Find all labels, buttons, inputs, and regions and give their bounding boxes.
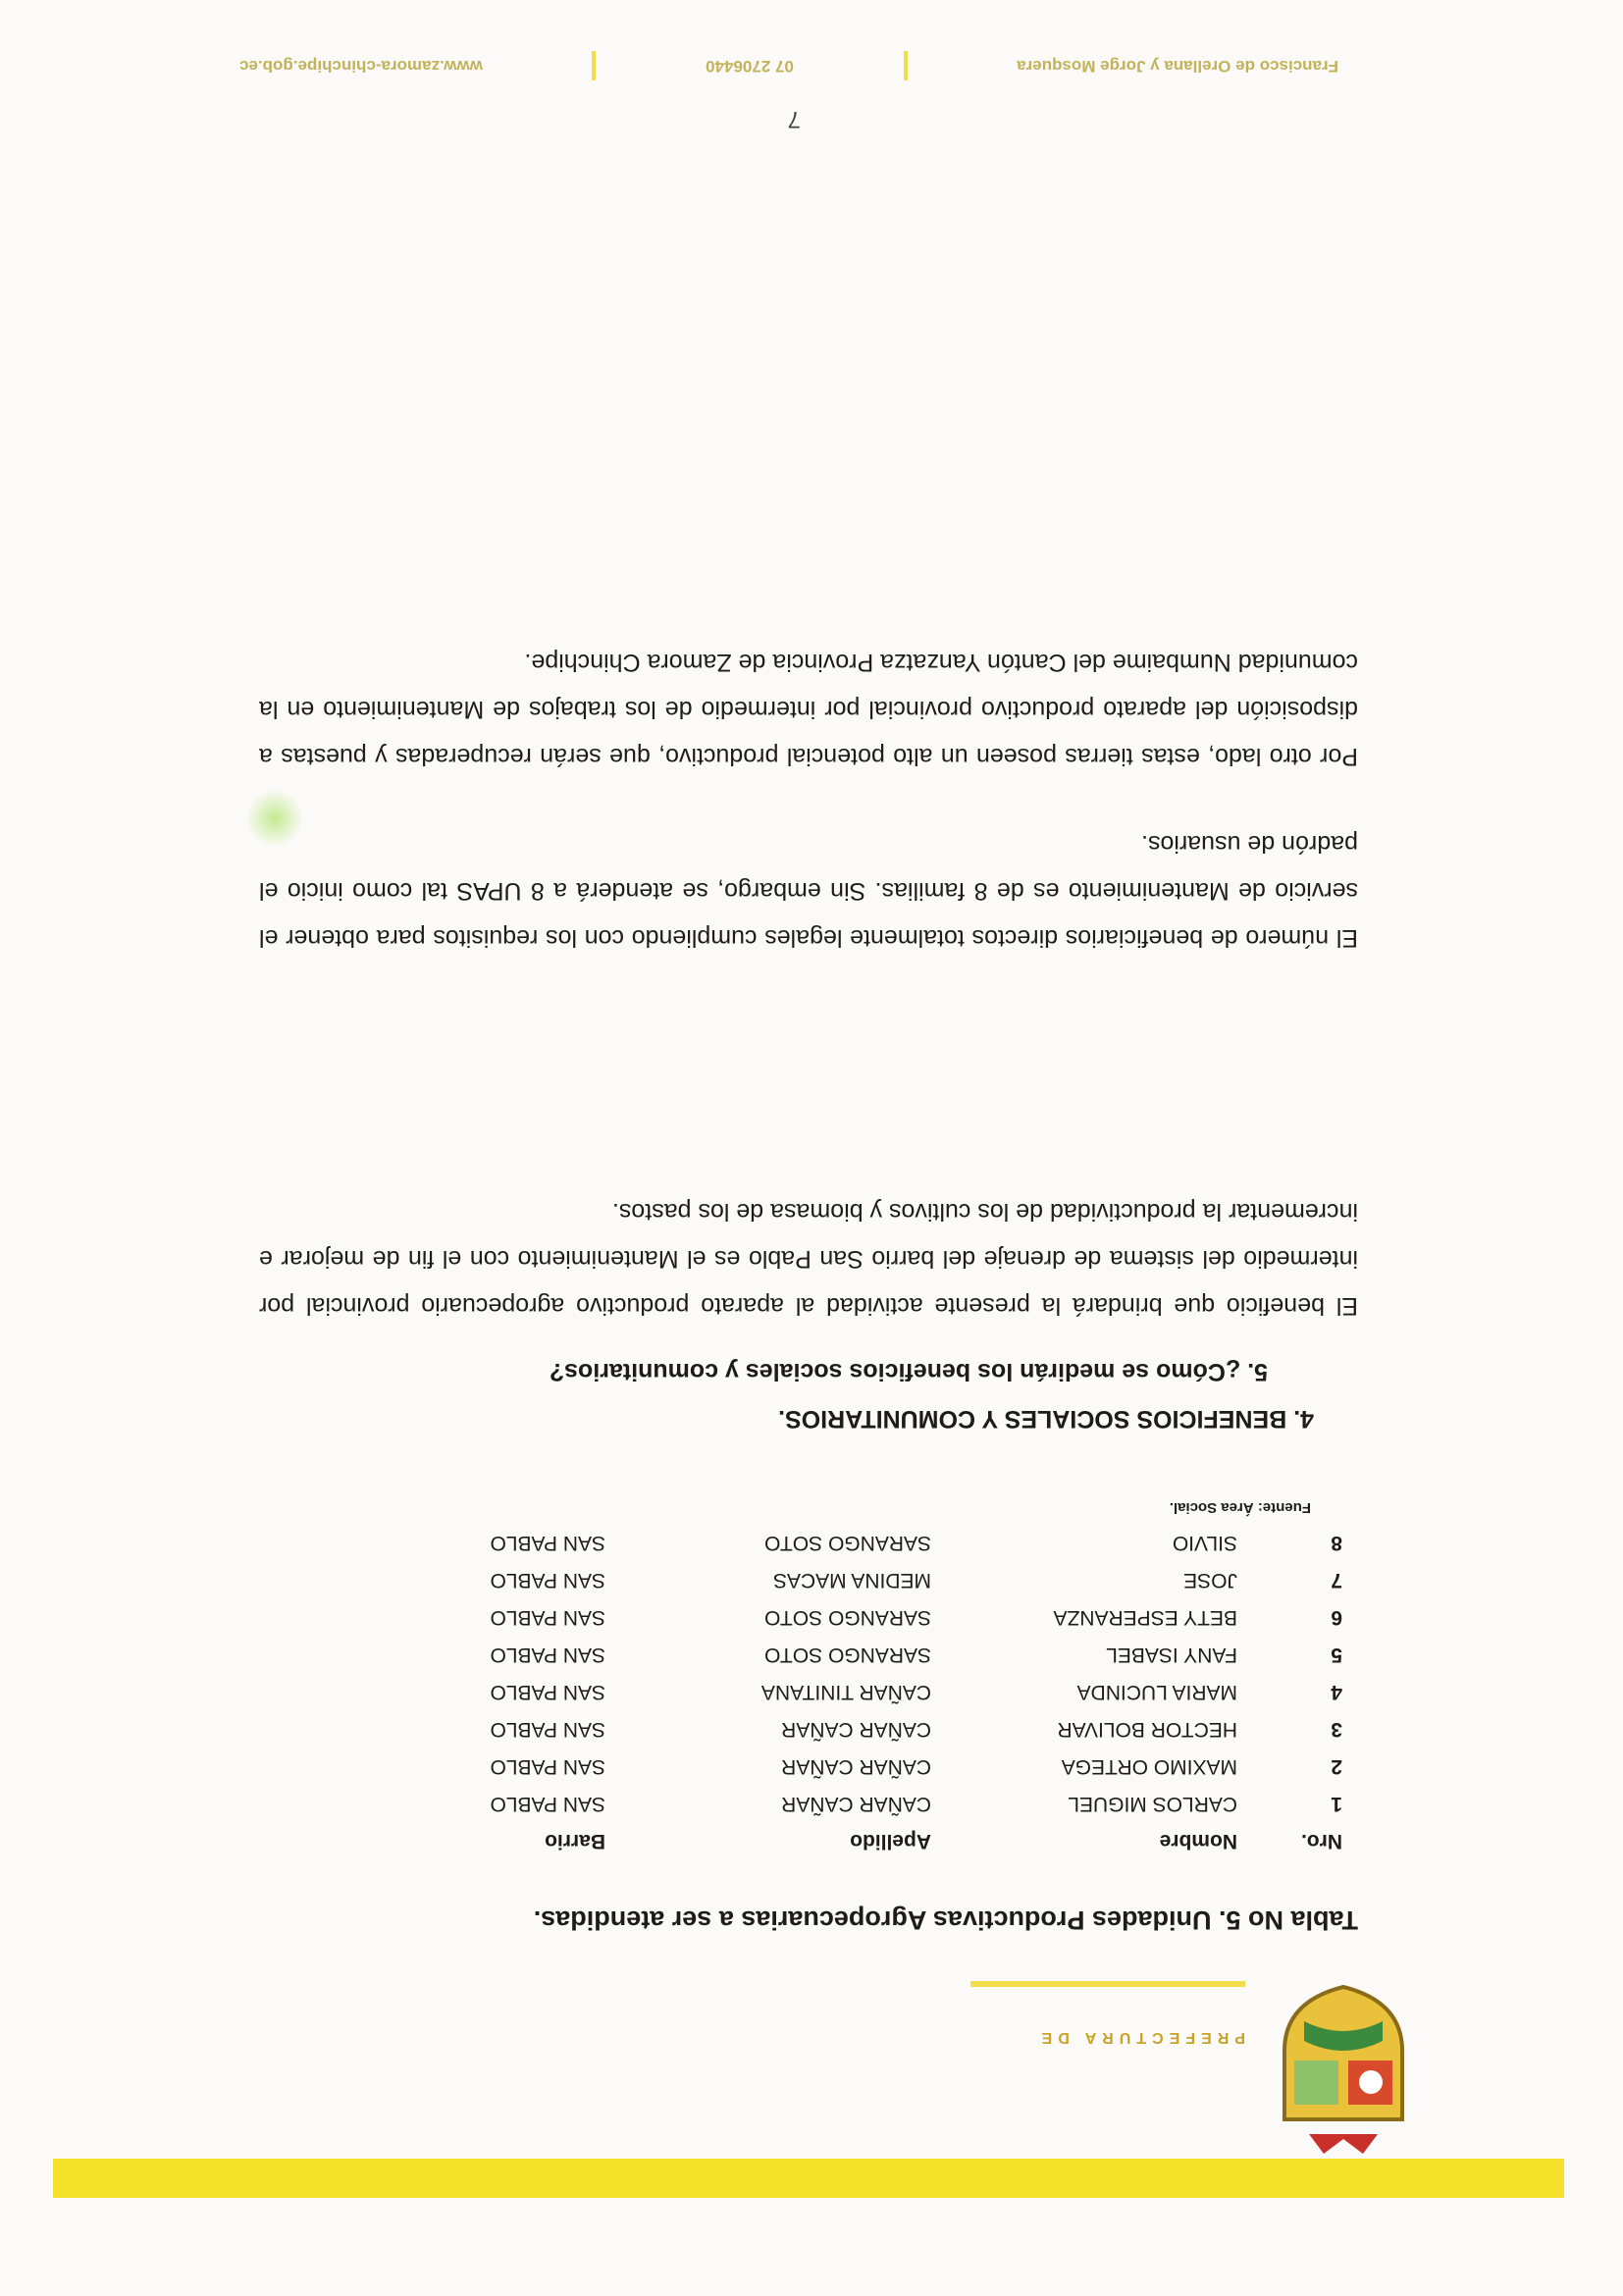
section-title: 4. BENEFICIOS SOCIALES Y COMUNITARIOS.	[778, 1405, 1314, 1433]
table-row	[308, 1673, 1348, 1710]
table-row	[308, 1561, 1348, 1598]
table-row	[308, 1785, 1348, 1822]
table-row	[308, 1748, 1348, 1785]
cell-last: SARANGO SOTO	[764, 1606, 931, 1629]
cell-no: 5	[1331, 1644, 1342, 1666]
cell-last: CAÑAR CAÑAR	[781, 1718, 931, 1741]
table-row	[308, 1710, 1348, 1748]
footer-separator	[904, 51, 908, 80]
footer	[239, 51, 1338, 80]
paragraph-recovery: Por otro lado, estas tierras poseen un alto potencial productivo, que serán recuperadas y puestas a disposición del aparato productivo provincial por intermedio de los trabajos de Mantenimiento en la comunidad Numbaime del Cantón Yanzatza Provincia de Zamora Chinchipe.	[259, 649, 1358, 770]
upa-table	[308, 1524, 1348, 1859]
cell-name: CARLOS MIGUEL	[1068, 1793, 1237, 1815]
cell-barrio: SAN PABLO	[490, 1569, 605, 1592]
footer-phone: 07 2706440	[706, 57, 794, 76]
cell-last: CAÑAR CAÑAR	[781, 1755, 931, 1778]
cell-last: CAÑAR CAÑAR	[781, 1793, 931, 1815]
cell-no: 7	[1331, 1569, 1342, 1592]
table-row	[308, 1524, 1348, 1561]
prefecture-name: PREFECTURA DE	[1035, 2029, 1245, 2046]
highlighter-mark	[245, 789, 304, 848]
cell-last: SARANGO SOTO	[764, 1644, 931, 1666]
cell-last: SARANGO SOTO	[764, 1532, 931, 1554]
cell-no: 3	[1331, 1718, 1342, 1741]
cell-name: MARIA LUCINDA	[1076, 1681, 1237, 1703]
prefecture-seal-logo	[1265, 1982, 1422, 2159]
cell-name: BETY ESPERANZA	[1053, 1606, 1237, 1629]
cell-no: 4	[1331, 1681, 1342, 1703]
paragraph-benefit: El beneficio que brindará la presente actividad al aparato productivo agropecuario provincial por intermedio del sistema de drenaje del barrio San Pablo es el Mantenimiento con el fin de mejorar e incrementar la productividad de los cultivos y biomasa de los pastos.	[259, 1198, 1358, 1320]
cell-barrio: SAN PABLO	[490, 1644, 605, 1666]
cell-barrio: SAN PABLO	[490, 1532, 605, 1554]
cell-name: SILVIO	[1172, 1532, 1237, 1554]
table-source: Fuente: Área Social.	[1169, 1499, 1311, 1516]
paragraph-beneficiaries: El número de beneficiarios directos totalmente legales cumpliendo con los requisitos para obtener el servicio de Mantenimiento es de 8 familias. Sin embargo, se atenderá a 8 UPAS tal como inicio el padrón de usuarios.	[259, 830, 1358, 952]
cell-name: MAXIMO ORTEGA	[1061, 1755, 1237, 1778]
table-title: Tabla No 5. Unidades Productivas Agropecuarias a ser atendidas.	[533, 1905, 1358, 1935]
footer-separator	[592, 51, 596, 80]
header-underline	[970, 1981, 1245, 1987]
section-subtitle: 5. ¿Cómo se medirán los beneficios sociales y comunitarios?	[549, 1358, 1268, 1385]
header-yellow-band	[53, 2159, 1564, 2198]
footer-web: www.zamora-chinchipe.gob.ec	[239, 57, 483, 76]
header-barrio: Barrio	[545, 1830, 605, 1852]
footer-address: Francisco de Orellana y Jorge Mosquera	[1017, 57, 1338, 76]
table-row	[308, 1636, 1348, 1673]
cell-no: 1	[1331, 1793, 1342, 1815]
table-row	[308, 1598, 1348, 1636]
cell-name: JOSE	[1183, 1569, 1237, 1592]
page-number: 7	[787, 106, 801, 132]
letterhead	[0, 2029, 1623, 2296]
cell-barrio: SAN PABLO	[490, 1793, 605, 1815]
cell-barrio: SAN PABLO	[490, 1681, 605, 1703]
cell-no: 8	[1331, 1532, 1342, 1554]
header-no: Nro.	[1301, 1830, 1342, 1852]
cell-barrio: SAN PABLO	[490, 1718, 605, 1741]
cell-last: CAÑAR TINITANA	[760, 1681, 931, 1703]
header-name: Nombre	[1159, 1830, 1237, 1852]
cell-barrio: SAN PABLO	[490, 1755, 605, 1778]
cell-barrio: SAN PABLO	[490, 1606, 605, 1629]
header-last: Apellido	[850, 1830, 931, 1852]
cell-name: HECTOR BOLIVAR	[1057, 1718, 1237, 1741]
table-header-row	[308, 1822, 1348, 1859]
cell-name: FANY ISABEL	[1106, 1644, 1237, 1666]
cell-no: 6	[1331, 1606, 1342, 1629]
cell-no: 2	[1331, 1755, 1342, 1778]
cell-last: MEDINA MACAS	[772, 1569, 931, 1592]
